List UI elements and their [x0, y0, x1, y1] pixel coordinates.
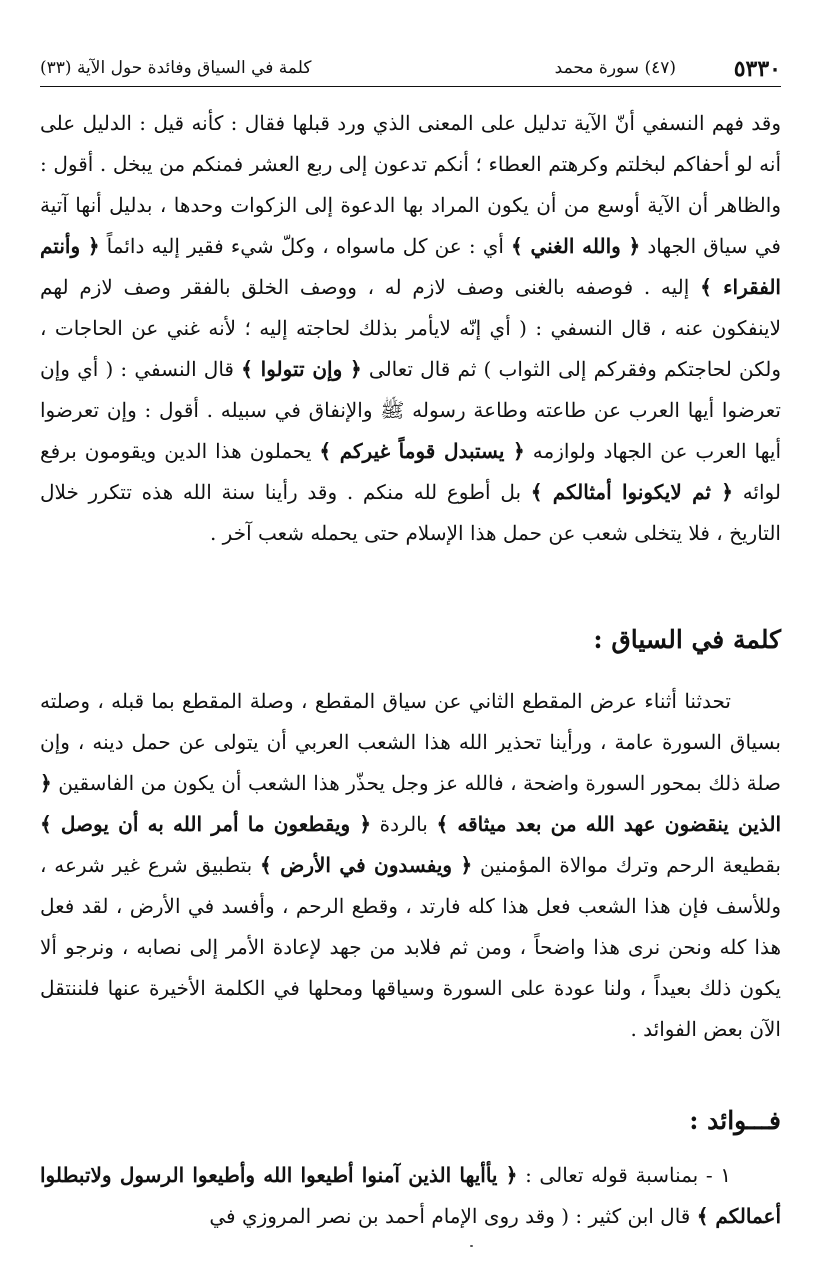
section-topic: كلمة في السياق وفائدة حول الآية (٣٣): [40, 58, 312, 78]
paragraph-context: [40, 681, 781, 1050]
paragraph-benefit-1: [40, 1155, 781, 1237]
verse-quote: ﴿ يأأيها الذين آمنوا أطيعوا الله وأطيعوا الرسول ولاتبطلوا أعمالكم ﴾: [40, 1163, 781, 1228]
text-run: بتطبيق شرع غير شرعه ، وللأسف فإن هذا الشعب فعل هذا كله فارتد ، وقطع الرحم ، وأفسد في الأرض ، لقد فعل هذا كله ونحن نرى هذا واضحاً ، ومن ثم فلابد من جهد لإعادة الأمر إلى نصابه ، ونرجو ألا يكون ذلك بعيداً ، ولنا عودة على السورة وسياقها ومحلها في الكلمة الأخيرة عنها فلننتقل الآن بعض الفوائد .: [40, 853, 781, 1041]
paragraph-nasafi-commentary: [40, 103, 781, 554]
text-run: قال ابن كثير : ( وقد روى الإمام أحمد بن نصر المروزي في: [209, 1204, 697, 1228]
text-run: وقد فهم النسفي أنّ الآية تدليل على المعنى الذي ورد قبلها فقال : كأنه قيل : الدليل على أنه لو أحفاكم لبخلتم وكرهتم العطاء ؛ أنكم تدعون إلى ربع العشر فمنكم من يبخل . أقول : والظاهر أن الآية أوسع من أن يكون المراد بها الدعوة إلى الزكوات وحدها ، بدليل أنها آتية في سياق الجهاد: [40, 111, 782, 258]
text-run: بقطيعة الرحم وترك موالاة المؤمنين: [472, 853, 781, 877]
text-run: أي : عن كل ماسواه ، وكلّ شيء فقير إليه دائماً: [99, 234, 512, 258]
verse-quote: ﴿ والله الغني ﴾: [511, 234, 641, 258]
text-run: بالردة: [371, 812, 437, 836]
page-number: ٥٣٣٠: [733, 56, 781, 82]
verse-quote: ﴿ الذين ينقضون عهد الله من بعد ميثاقه ﴾: [40, 771, 781, 836]
print-speck: [470, 1245, 473, 1247]
text-run: يحملون هذا الدين ويقومون برفع لوائه: [40, 439, 781, 504]
running-header: [40, 52, 781, 87]
text-run: ١ - بمناسبة قوله تعالى :: [517, 1163, 731, 1187]
text-run: تحدثنا أثناء عرض المقطع الثاني عن سياق المقطع ، وصلة المقطع بما قبله ، وصلته بسياق السورة عامة ، ورأينا تحذير الله هذا الشعب العربي أن يتولى عن حمل دينه ، وإن صلة ذلك بمحور السورة واضحة ، فالله عز وجل يحذّر هذا الشعب أن يكون من الفاسقين: [40, 689, 781, 795]
page-body: [40, 111, 782, 1228]
heading-context: كلمة في السياق :: [593, 625, 781, 654]
verse-quote: ﴿ ثم لايكونوا أمثالكم ﴾: [530, 480, 733, 504]
heading-benefits: فـــوائد :: [689, 1106, 781, 1135]
text-run: بل أطوع لله منكم . وقد رأينا سنة الله هذه تتكرر خلال التاريخ ، فلا يتخلى شعب عن حمل هذا الإسلام حتى يحمله شعب آخر .: [40, 480, 781, 545]
text-run: قال النسفي : ( أي وإن تعرضوا أيها العرب عن طاعته وطاعة رسوله ﷺ والإنفاق في سبيله . أقول : وإن تعرضوا أيها العرب عن الجهاد ولوازمه: [40, 357, 781, 463]
surah-title: (٤٧) سورة محمد: [554, 58, 676, 78]
verse-quote: ﴿ ويفسدون في الأرض ﴾: [260, 853, 473, 877]
verse-quote: ﴿ يستبدل قوماً غيركم ﴾: [319, 439, 525, 463]
verse-quote: ﴿ وإن تتولوا ﴾: [241, 357, 362, 381]
text-run: إليه . فوصفه بالغنى وصف لازم له ، ووصف الخلق بالفقر وصف لازم لهم لاينفكون عنه ، قال النسفي : ( أي إنّه لايأمر بذلك لحاجته إليه ؛ لأنه غني عن الحاجات ، ولكن لحاجتكم وفقركم إلى الثواب ) ثم قال تعالى: [40, 275, 781, 381]
verse-quote: ﴿ ويقطعون ما أمر الله به أن يوصل ﴾: [40, 812, 372, 836]
verse-quote: ﴿ وأنتم الفقراء ﴾: [40, 234, 781, 299]
